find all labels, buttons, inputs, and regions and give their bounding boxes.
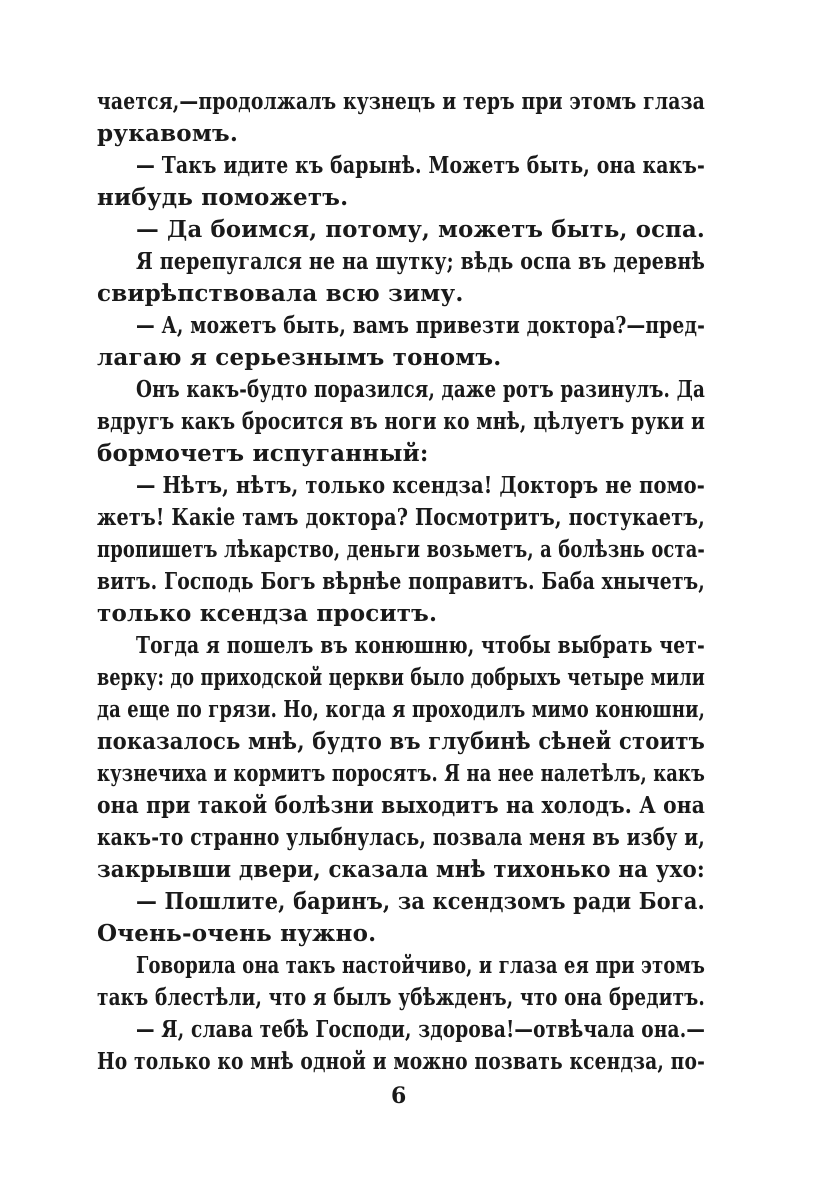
- text-line: жетъ! Какіе тамъ доктора? Посмотритъ, постукаетъ,: [97, 504, 705, 531]
- text-line: лагаю я серьезнымъ тономъ.: [97, 344, 502, 371]
- text-line: да еще по грязи. Но, когда я проходилъ мимо конюшни,: [97, 696, 705, 723]
- text-line: верку: до приходской церкви было добрыхъ четыре мили: [97, 664, 705, 691]
- text-line: Тогда я пошелъ въ конюшню, чтобы выбрать чет-: [136, 632, 705, 659]
- text-line: — Пошлите, баринъ, за ксендзомъ ради Бога.: [136, 888, 705, 915]
- text-line: рукавомъ.: [97, 120, 239, 147]
- text-line: — А, можетъ быть, вамъ привезти доктора?—пред-: [136, 312, 705, 339]
- text-line: свирѣпствовала всю зиму.: [97, 280, 464, 307]
- text-line: пропишетъ лѣкарство, деньги возьметъ, а болѣзнь оста-: [97, 536, 705, 563]
- text-line: нибудь поможетъ.: [97, 184, 349, 211]
- text-line: она при такой болѣзни выходитъ на холодъ. А она: [97, 792, 705, 819]
- text-line: — Нѣтъ, нѣтъ, только ксендза! Докторъ не помо-: [136, 472, 705, 499]
- text-line: — Да боимся, потому, можетъ быть, оспа.: [136, 216, 705, 243]
- text-line: вдругъ какъ бросится въ ноги ко мнѣ, цѣлуетъ руки и: [97, 408, 705, 435]
- text-line: закрывши двери, сказала мнѣ тихонько на ухо:: [97, 856, 705, 883]
- text-line: Я перепугался не на шутку; вѣдь оспа въ деревнѣ: [136, 248, 705, 275]
- text-line: — Я, слава тебѣ Господи, здорова!—отвѣчала она.—: [136, 1016, 705, 1043]
- text-line: кузнечиха и кормитъ поросятъ. Я на нее налетѣлъ, какъ: [97, 760, 705, 787]
- text-line: какъ-то странно улыбнулась, позвала меня въ избу и,: [97, 824, 705, 851]
- text-line: чается,—продолжалъ кузнецъ и теръ при этомъ глаза: [97, 88, 705, 115]
- text-line: Говорила она такъ настойчиво, и глаза ея при этомъ: [136, 952, 705, 979]
- text-line: витъ. Господь Богъ вѣрнѣе поправитъ. Баба хнычетъ,: [97, 568, 705, 595]
- text-line: показалось мнѣ, будто въ глубинѣ сѣней стоитъ: [97, 728, 705, 755]
- text-line: бормочетъ испуганный:: [97, 440, 429, 467]
- text-line: только ксендза проситъ.: [97, 600, 438, 627]
- text-line: такъ блестѣли, что я былъ убѣжденъ, что она бредитъ.: [97, 984, 705, 1011]
- text-line: Но только ко мнѣ одной и можно позвать ксендза, по-: [97, 1048, 705, 1075]
- text-line: Очень-очень нужно.: [97, 920, 377, 947]
- page-number: 6: [391, 1083, 407, 1109]
- text-line: — Такъ идите къ барынѣ. Можетъ быть, она какъ-: [136, 152, 705, 179]
- text-line: Онъ какъ-будто поразился, даже ротъ разинулъ. Да: [136, 376, 705, 403]
